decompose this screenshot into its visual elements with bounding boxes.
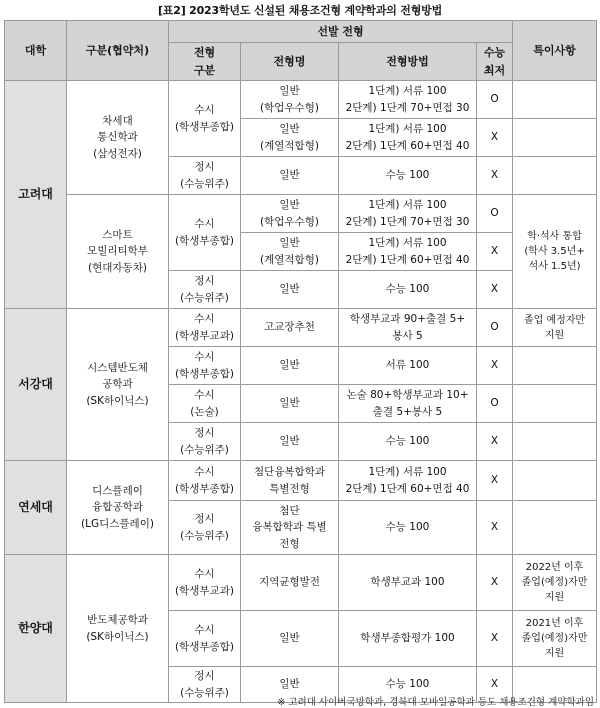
table-title: [표2] 2023학년도 신설된 채용조건형 계약학과의 전형방법 (157, 4, 443, 17)
note-cell (513, 119, 597, 157)
type-cell: 수시 (학생부종합) (169, 195, 241, 271)
university-cell: 고려대 (5, 81, 67, 309)
method-cell: 수능 100 (339, 423, 477, 461)
table-row (5, 81, 597, 119)
name-cell: 일반 (241, 667, 339, 703)
note-cell (513, 347, 597, 385)
min-score-cell: X (477, 423, 513, 461)
name-cell: 첨단 융복합학과 특별 전형 (241, 501, 339, 555)
min-score-cell: O (477, 385, 513, 423)
note-cell: 2021년 이후 졸업(예정)자만 지원 (513, 611, 597, 667)
note-cell: 2022년 이후 졸업(예정)자만 지원 (513, 555, 597, 611)
type-cell: 수시 (학생부종합) (169, 81, 241, 157)
header-department: 구분(협약처) (67, 21, 169, 81)
note-cell (513, 501, 597, 555)
method-cell: 수능 100 (339, 157, 477, 195)
table-row (5, 195, 597, 233)
note-cell (513, 461, 597, 501)
type-cell: 정시 (수능위주) (169, 667, 241, 703)
header-min-score: 수능 최저 (477, 43, 513, 81)
note-cell: 졸업 예정자만 지원 (513, 309, 597, 347)
note-cell (513, 81, 597, 119)
note-cell: 학·석사 통합 (학사 3.5년+ 석사 1.5년) (513, 195, 597, 309)
name-cell: 고교장추천 (241, 309, 339, 347)
type-cell: 수시 (학생부교과) (169, 309, 241, 347)
min-score-cell: O (477, 81, 513, 119)
university-cell: 한양대 (5, 555, 67, 703)
table-row (5, 309, 597, 347)
name-cell: 일반 (241, 611, 339, 667)
header-notes: 특이사항 (513, 21, 597, 81)
min-score-cell: X (477, 157, 513, 195)
name-cell: 일반 (241, 271, 339, 309)
min-score-cell: X (477, 555, 513, 611)
method-cell: 1단계) 서류 100 2단계) 1단계 60+면접 40 (339, 119, 477, 157)
header-university: 대학 (5, 21, 67, 81)
name-cell: 지역균형발전 (241, 555, 339, 611)
method-cell: 1단계) 서류 100 2단계) 1단계 60+면접 40 (339, 233, 477, 271)
table-row (5, 461, 597, 501)
type-cell: 정시 (수능위주) (169, 271, 241, 309)
type-cell: 수시 (학생부교과) (169, 555, 241, 611)
name-cell: 일반 (계열적합형) (241, 233, 339, 271)
method-cell: 논술 80+학생부교과 10+ 출결 5+봉사 5 (339, 385, 477, 423)
note-cell (513, 385, 597, 423)
footnote: ※ 고려대 사이버국방학과, 경북대 모바일공학과 등도 채용조건형 계약학과임 (277, 697, 594, 708)
admission-table (4, 20, 597, 703)
method-cell: 서류 100 (339, 347, 477, 385)
department-cell: 반도체공학과 (SK하이닉스) (67, 555, 169, 703)
department-cell: 디스플레이 융합공학과 (LG디스플레이) (67, 461, 169, 555)
min-score-cell: X (477, 233, 513, 271)
min-score-cell: X (477, 271, 513, 309)
note-cell (513, 423, 597, 461)
name-cell: 일반 (241, 157, 339, 195)
type-cell: 수시 (학생부종합) (169, 611, 241, 667)
type-cell: 수시 (학생부종합) (169, 347, 241, 385)
note-cell (513, 157, 597, 195)
min-score-cell: O (477, 195, 513, 233)
department-cell: 차세대 통신학과 (삼성전자) (67, 81, 169, 195)
method-cell: 수능 100 (339, 667, 477, 703)
method-cell: 수능 100 (339, 501, 477, 555)
type-cell: 정시 (수능위주) (169, 157, 241, 195)
min-score-cell: O (477, 309, 513, 347)
method-cell: 1단계) 서류 100 2단계) 1단계 60+면접 40 (339, 461, 477, 501)
name-cell: 일반 (241, 423, 339, 461)
name-cell: 일반 (241, 385, 339, 423)
university-cell: 서강대 (5, 309, 67, 461)
name-cell: 일반 (학업우수형) (241, 81, 339, 119)
type-cell: 정시 (수능위주) (169, 501, 241, 555)
header-selection: 선발 전형 (169, 21, 513, 43)
type-cell: 수시 (논술) (169, 385, 241, 423)
method-cell: 수능 100 (339, 271, 477, 309)
method-cell: 학생부종합평가 100 (339, 611, 477, 667)
header-name: 전형명 (241, 43, 339, 81)
min-score-cell: X (477, 347, 513, 385)
min-score-cell: X (477, 611, 513, 667)
name-cell: 일반 (241, 347, 339, 385)
method-cell: 학생부교과 100 (339, 555, 477, 611)
department-cell: 시스템반도체 공학과 (SK하이닉스) (67, 309, 169, 461)
table-row (5, 555, 597, 611)
type-cell: 수시 (학생부종합) (169, 461, 241, 501)
method-cell: 학생부교과 90+출결 5+ 봉사 5 (339, 309, 477, 347)
min-score-cell: X (477, 667, 513, 703)
method-cell: 1단계) 서류 100 2단계) 1단계 70+면접 30 (339, 81, 477, 119)
header-method: 전형방법 (339, 43, 477, 81)
min-score-cell: X (477, 461, 513, 501)
min-score-cell: X (477, 119, 513, 157)
type-cell: 정시 (수능위주) (169, 423, 241, 461)
name-cell: 첨단융복합학과 특별전형 (241, 461, 339, 501)
min-score-cell: X (477, 501, 513, 555)
method-cell: 1단계) 서류 100 2단계) 1단계 70+면접 30 (339, 195, 477, 233)
university-cell: 연세대 (5, 461, 67, 555)
header-type: 전형 구분 (169, 43, 241, 81)
name-cell: 일반 (계열적합형) (241, 119, 339, 157)
name-cell: 일반 (학업우수형) (241, 195, 339, 233)
department-cell: 스마트 모빌리티학부 (현대자동차) (67, 195, 169, 309)
